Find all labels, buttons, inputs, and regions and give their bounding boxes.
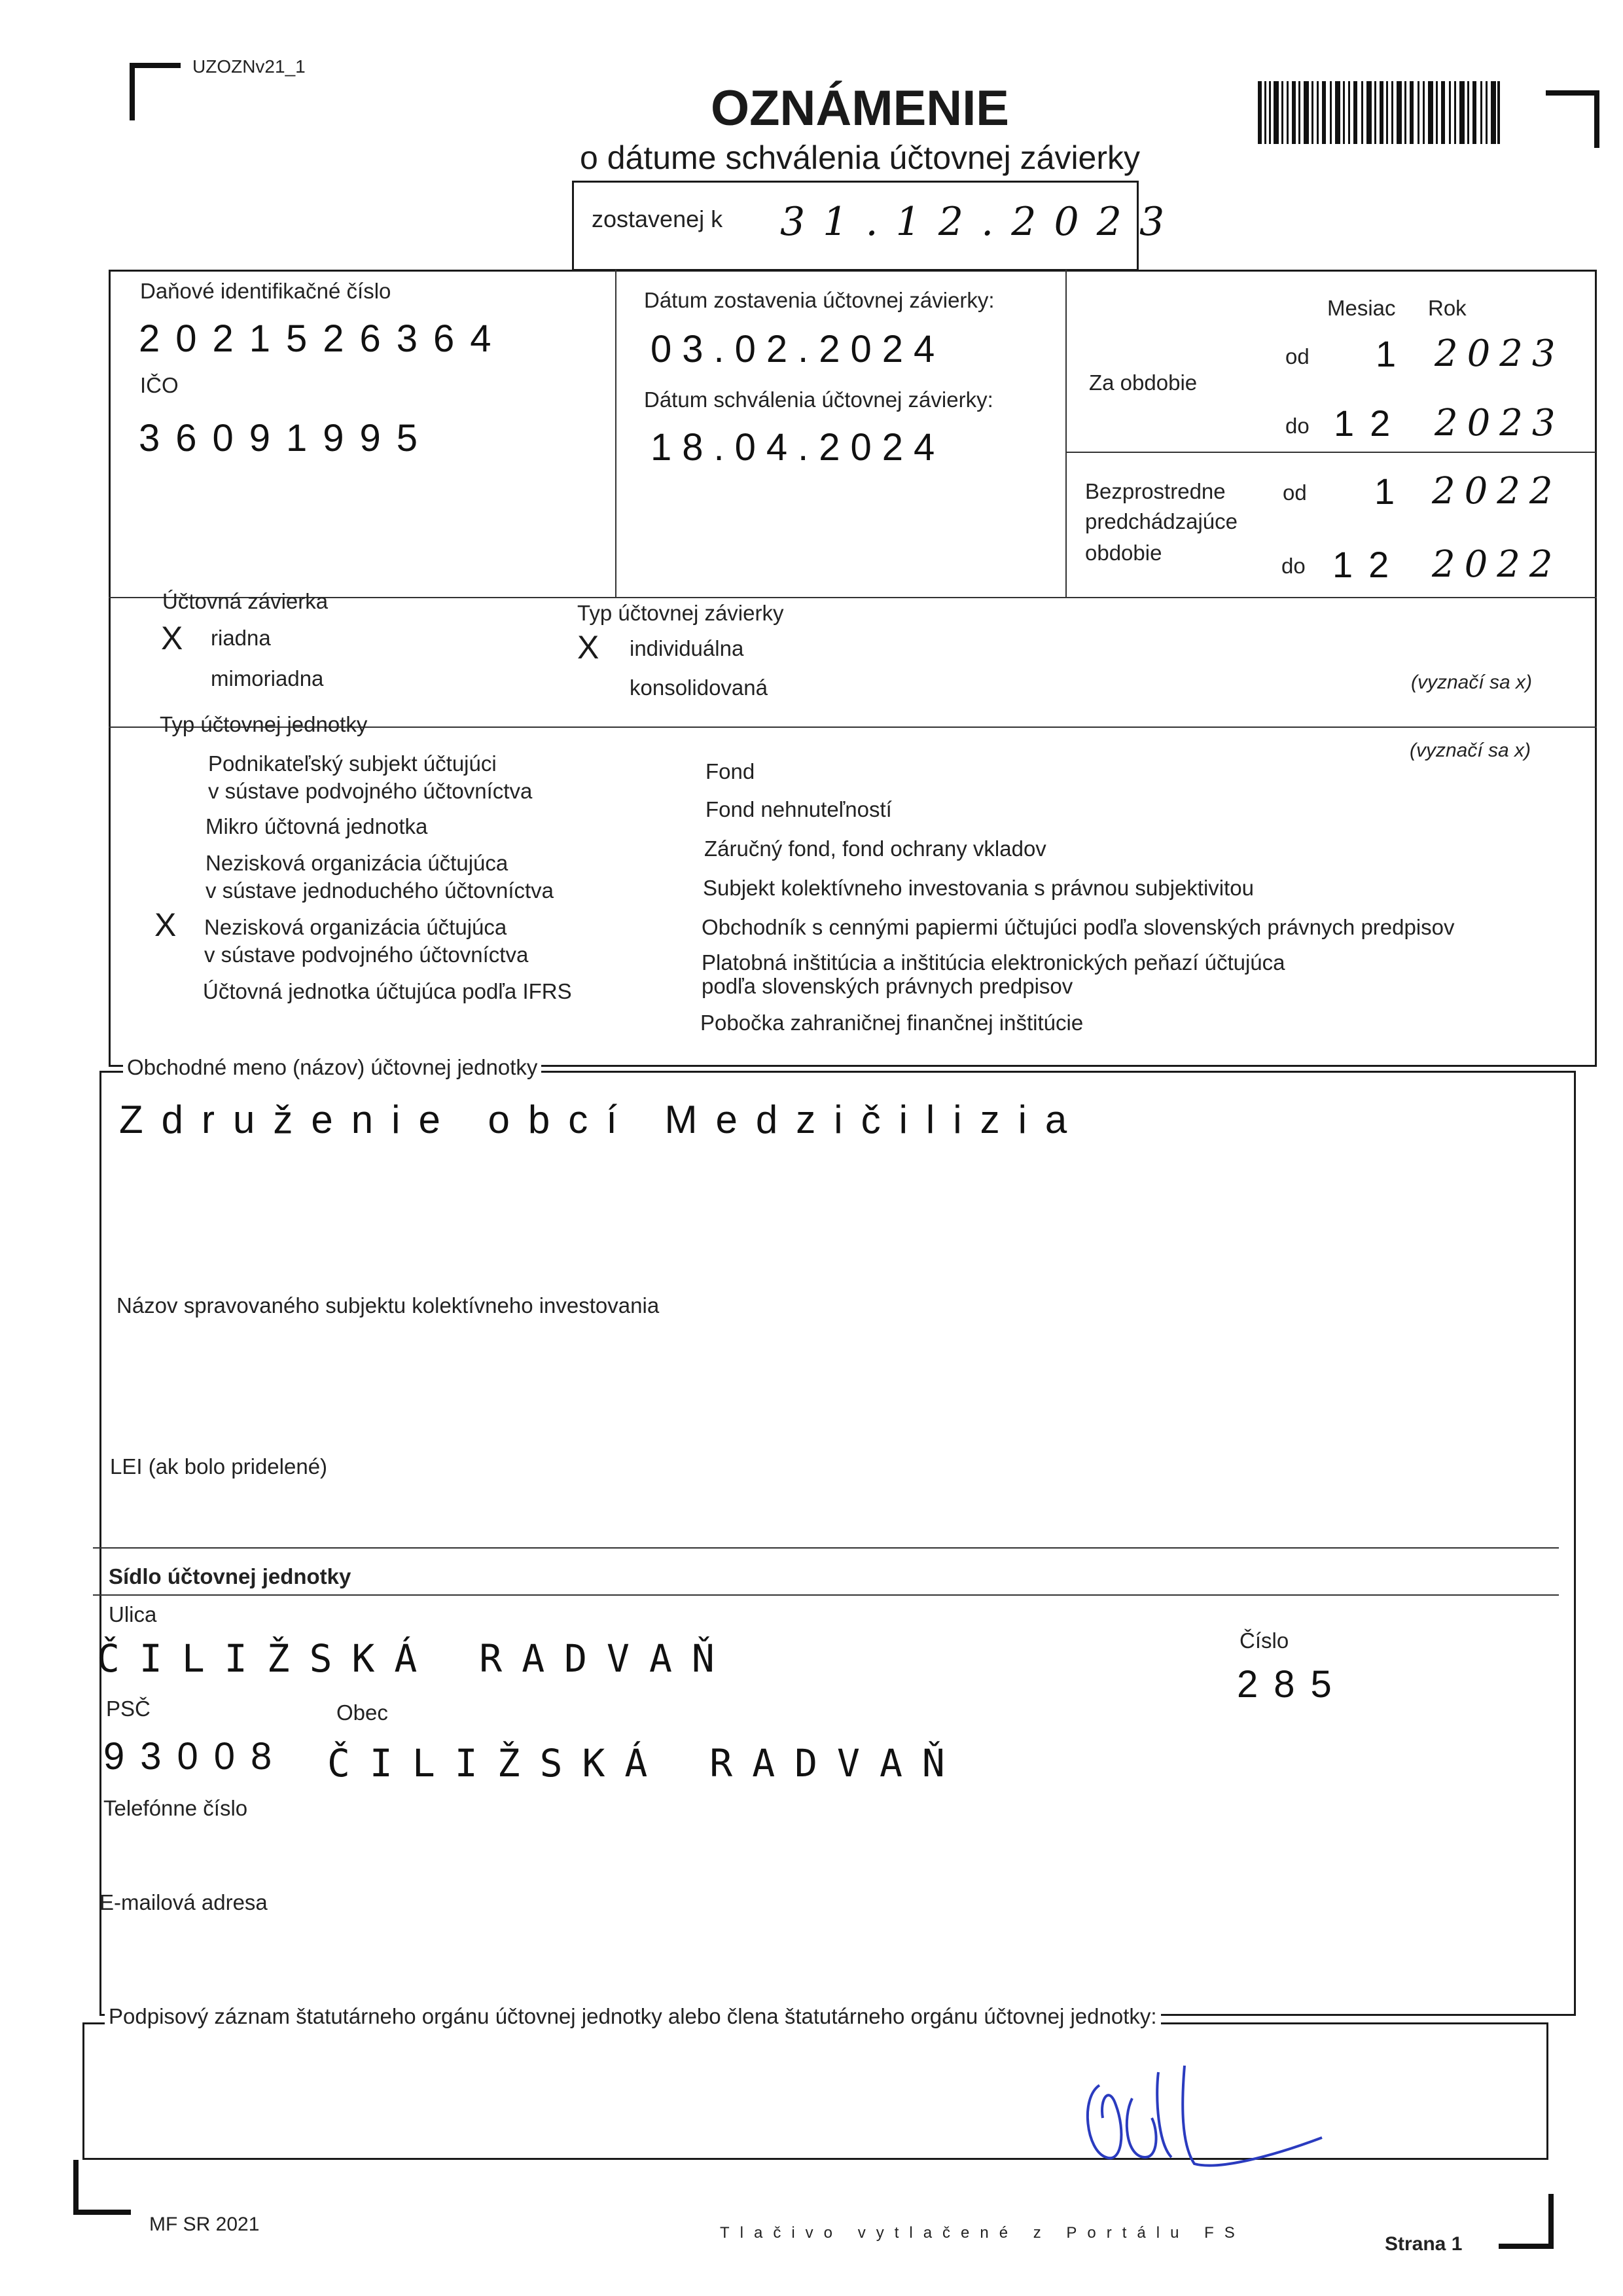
entity-type-option[interactable]: Mikro účtovná jednotka <box>205 814 428 838</box>
month-header: Mesiac <box>1327 296 1396 320</box>
year-header: Rok <box>1428 296 1467 320</box>
entity-type-option[interactable]: Platobná inštitúcia a inštitúcia elektronických peňazí účtujúca <box>702 950 1285 975</box>
entity-type-option-line2: podľa slovenských právnych predpisov <box>702 974 1073 998</box>
phone-label: Telefónne číslo <box>103 1796 248 1820</box>
previous-from-label: od <box>1283 480 1307 505</box>
fund-name-label: Názov spravovaného subjektu kolektívneho investovania <box>116 1293 660 1318</box>
previous-period-label-3: obdobie <box>1085 541 1162 565</box>
regular-checkbox-mark[interactable]: X <box>161 620 183 656</box>
nonprofit-double-entry-mark[interactable]: X <box>154 906 177 943</box>
previous-from-month[interactable]: 1 <box>1374 471 1411 512</box>
entity-type-option[interactable]: Fond <box>705 759 755 783</box>
page-subtitle: o dátume schválenia účtovnej závierky <box>580 139 1141 176</box>
form-code: UZOZNv21_1 <box>192 56 306 77</box>
divider <box>109 597 1597 598</box>
zip-value[interactable]: 93008 <box>103 1735 288 1778</box>
period-from-label: od <box>1285 344 1310 368</box>
footer-issuer: MF SR 2021 <box>149 2214 260 2235</box>
entity-type-option-line2: v sústave jednoduchého účtovníctva <box>205 878 554 903</box>
statement-label: Účtovná závierka <box>162 589 329 613</box>
extraordinary-option: mimoriadna <box>211 666 324 691</box>
compiled-date-label: Dátum zostavenia účtovnej závierky: <box>644 288 995 312</box>
ico-value[interactable]: 36091995 <box>139 417 434 459</box>
zip-label: PSČ <box>106 1696 151 1721</box>
current-to-year[interactable]: 2023 <box>1435 402 1565 444</box>
divider <box>93 1594 1559 1596</box>
previous-to-year[interactable]: 2022 <box>1432 543 1562 586</box>
dic-value[interactable]: 2021526364 <box>139 317 507 360</box>
entity-type-option[interactable]: Nezisková organizácia účtujúca <box>204 915 507 939</box>
entity-type-option[interactable]: Záručný fond, fond ochrany vkladov <box>704 836 1046 861</box>
city-value[interactable]: ČILIŽSKÁ RADVAŇ <box>327 1741 965 1785</box>
corner-mark-bottom-right <box>1499 2194 1554 2249</box>
previous-period-label-1: Bezprostredne <box>1085 479 1226 503</box>
corner-mark-top-right <box>1546 90 1599 148</box>
current-from-year[interactable]: 2023 <box>1435 332 1565 375</box>
current-to-month[interactable]: 12 <box>1334 403 1406 444</box>
corner-mark-top-left <box>130 63 181 120</box>
divider <box>93 1547 1559 1549</box>
period-to-label: do <box>1285 414 1310 438</box>
entity-type-mark-note: (vyznačí sa x) <box>1410 740 1531 761</box>
ico-label: IČO <box>140 373 179 397</box>
footer-printed: Tlačivo vytlačené z Portálu FS <box>720 2224 1245 2242</box>
entity-type-option-line2: v sústave podvojného účtovníctva <box>208 779 533 803</box>
current-period-label: Za obdobie <box>1089 370 1198 395</box>
email-label: E-mailová adresa <box>99 1890 268 1914</box>
mark-note: (vyznačí sa x) <box>1411 672 1533 693</box>
entity-type-option[interactable]: Podnikateľský subjekt účtujúci <box>208 751 497 776</box>
individual-option: individuálna <box>630 636 744 660</box>
city-label: Obec <box>336 1700 388 1725</box>
statement-type-label: Typ účtovnej závierky <box>577 601 784 625</box>
barcode <box>1258 81 1500 144</box>
entity-name-value[interactable]: Združenie obcí Medzičilizia <box>119 1098 1086 1141</box>
signature-label: Podpisový záznam štatutárneho orgánu účtovnej jednotky alebo člena štatutárneho orgánu účtovnej jednotky: <box>105 2004 1161 2029</box>
entity-type-option-line2: v sústave podvojného účtovníctva <box>204 942 529 967</box>
divider <box>1065 452 1596 453</box>
address-section-label: Sídlo účtovnej jednotky <box>109 1564 351 1588</box>
compiled-date-value[interactable]: 3 1 . 1 2 . 2 0 2 3 <box>780 199 1168 245</box>
number-label: Číslo <box>1240 1628 1289 1653</box>
previous-from-year[interactable]: 2022 <box>1432 470 1562 512</box>
entity-type-option[interactable]: Pobočka zahraničnej finančnej inštitúcie <box>700 1011 1084 1035</box>
page-title: OZNÁMENIE <box>711 81 1009 136</box>
approved-date[interactable]: 18.04.2024 <box>651 426 946 469</box>
entity-type-label: Typ účtovnej jednotky <box>160 712 368 736</box>
regular-option: riadna <box>211 626 271 650</box>
entity-type-option[interactable]: Účtovná jednotka účtujúca podľa IFRS <box>203 979 572 1003</box>
entity-type-option[interactable]: Nezisková organizácia účtujúca <box>205 851 508 875</box>
lei-label: LEI (ak bolo pridelené) <box>110 1454 328 1479</box>
street-label: Ulica <box>109 1602 157 1626</box>
divider <box>1065 270 1067 597</box>
previous-to-label: do <box>1281 554 1306 578</box>
divider <box>615 270 616 597</box>
signature-image <box>1060 2059 1335 2177</box>
previous-to-month[interactable]: 12 <box>1332 544 1405 585</box>
dic-label: Daňové identifikačné číslo <box>140 279 391 303</box>
entity-name-label: Obchodné meno (názov) účtovnej jednotky <box>123 1055 541 1080</box>
corner-mark-bottom-left <box>73 2160 131 2215</box>
current-from-month[interactable]: 1 <box>1376 333 1412 374</box>
entity-type-option[interactable]: Obchodník s cennými papiermi účtujúci podľa slovenských právnych predpisov <box>702 915 1455 939</box>
approved-date-label: Dátum schválenia účtovnej závierky: <box>644 387 993 412</box>
entity-type-option[interactable]: Fond nehnuteľností <box>705 797 892 821</box>
consolidated-option: konsolidovaná <box>630 675 768 700</box>
page-number: Strana 1 <box>1385 2233 1463 2255</box>
entity-section <box>99 1071 1576 2016</box>
individual-checkbox-mark[interactable]: X <box>577 629 599 666</box>
entity-type-option[interactable]: Subjekt kolektívneho investovania s právnou subjektivitou <box>703 876 1254 900</box>
number-value[interactable]: 285 <box>1237 1663 1347 1706</box>
street-value[interactable]: ČILIŽSKÁ RADVAŇ <box>97 1636 734 1681</box>
compiled-label: zostavenej k <box>592 206 723 232</box>
previous-period-label-2: predchádzajúce <box>1085 509 1238 533</box>
compiled-date[interactable]: 03.02.2024 <box>651 328 946 370</box>
